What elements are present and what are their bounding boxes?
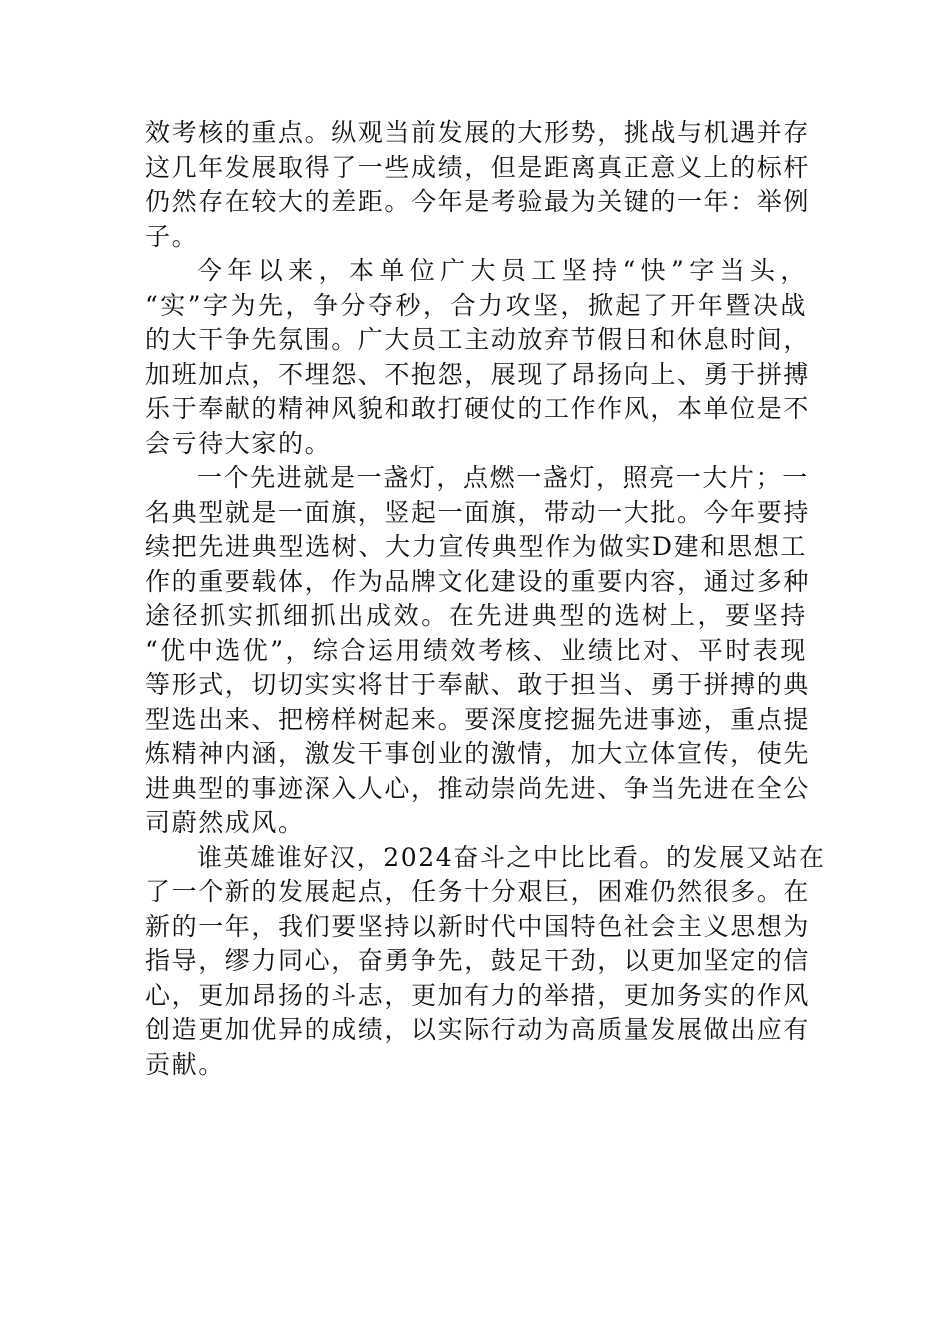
text-line: 子。 xyxy=(145,221,199,251)
text-line: 会亏待大家的。 xyxy=(145,428,332,458)
text-line: 等形式，切切实实将甘于奉献、敢于担当、勇于拼搏的典 xyxy=(145,670,811,699)
text-line: 型选出来、把榜样树起来。要深度挖掘先进事迹，重点提 xyxy=(145,704,811,734)
text-line: 了一个新的发展起点，任务十分艰巨，困难仍然很多。在 xyxy=(145,877,811,906)
text-line: 名典型就是一面旗，竖起一面旗，带动一大批。今年要持 xyxy=(145,497,811,527)
text-line: 新的一年，我们要坚持以新时代中国特色社会主义思想为 xyxy=(145,911,811,941)
text-line: 仍然存在较大的差距。今年是考验最为关键的一年：举例 xyxy=(145,187,811,216)
text-line: 作的重要载体，作为品牌文化建设的重要内容，通过多种 xyxy=(145,566,811,596)
text-line: 途径抓实抓细抓出成效。在先进典型的选树上，要坚持 xyxy=(145,601,807,630)
text-line: 心，更加昂扬的斗志，更加有力的举措，更加务实的作风 xyxy=(145,980,811,1010)
paragraph-3 xyxy=(145,461,811,841)
text-line: 谁英雄谁好汉，2024奋斗之中比比看。的发展又站在 xyxy=(197,842,826,872)
text-line: 炼精神内涵，激发干事创业的激情，加大立体宣传，使先 xyxy=(145,739,811,768)
text-line: 创造更加优异的成绩，以实际行动为高质量发展做出应有 xyxy=(145,1015,811,1044)
document-body xyxy=(145,116,826,1082)
paragraph-1 xyxy=(145,116,811,254)
paragraph-4 xyxy=(145,841,826,1083)
text-line: 贡献。 xyxy=(145,1049,225,1079)
text-line: 的大干争先氛围。广大员工主动放弃节假日和休息时间， xyxy=(145,325,811,354)
text-line: “实”字为先，争分夺秒，合力攻坚，掀起了开年暨决战 xyxy=(145,290,807,320)
text-line: 司蔚然成风。 xyxy=(145,808,305,837)
paragraph-2 xyxy=(145,254,811,461)
text-line: 效考核的重点。纵观当前发展的大形势，挑战与机遇并存 xyxy=(145,118,811,147)
text-line: “优中选优”，综合运用绩效考核、业绩比对、平时表现 xyxy=(145,635,807,665)
text-line: 乐于奉献的精神风貌和敢打硬仗的工作作风，本单位是不 xyxy=(145,394,811,423)
text-line: 今年以来，本单位广大员工坚持“快”字当头， xyxy=(197,256,807,285)
text-line: 进典型的事迹深入人心，推动崇尚先进、争当先进在全公 xyxy=(145,773,811,803)
text-line: 这几年发展取得了一些成绩，但是距离真正意义上的标杆 xyxy=(145,152,811,182)
text-line: 加班加点，不埋怨、不抱怨，展现了昂扬向上、勇于拼搏 xyxy=(145,359,811,389)
text-line: 续把先进典型选树、大力宣传典型作为做实D建和思想工 xyxy=(145,532,807,561)
text-line: 指导，缪力同心，奋勇争先，鼓足干劲，以更加坚定的信 xyxy=(145,946,811,975)
text-line: 一个先进就是一盏灯，点燃一盏灯，照亮一大片；一 xyxy=(197,463,809,492)
